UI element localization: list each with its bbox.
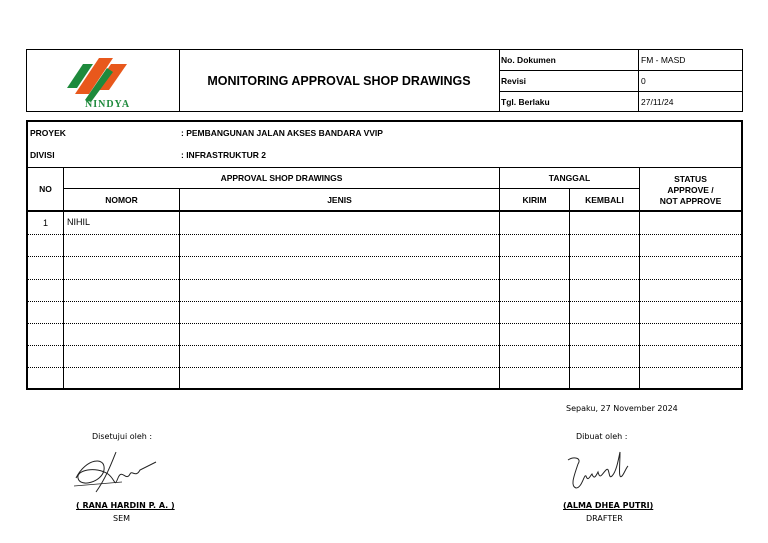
col-kembali-header: KEMBALI: [585, 194, 624, 205]
maker-signature-icon: [560, 446, 640, 496]
maker-role: DRAFTER: [586, 514, 623, 523]
table-row: [28, 323, 741, 324]
row-1-nomor: NIHIL: [67, 217, 91, 227]
document-header: [26, 49, 743, 112]
status-line-1: STATUS: [674, 173, 707, 184]
table-row: [28, 256, 741, 257]
table-row: [28, 234, 741, 235]
table-row: [28, 345, 741, 346]
status-line-2: APPROVE /: [667, 184, 714, 195]
approval-table: [26, 120, 743, 390]
made-by-label: Dibuat oleh :: [576, 432, 628, 441]
divisi-value: : INFRASTRUKTUR 2: [181, 150, 266, 160]
approver-name: ( RANA HARDIN P. A. ): [76, 501, 175, 510]
place-date: Sepaku, 27 November 2024: [566, 404, 678, 413]
approver-role: SEM: [113, 514, 131, 523]
status-line-3: NOT APPROVE: [659, 195, 722, 206]
effective-date-value: 27/11/24: [641, 96, 674, 107]
approver-signature-icon: [66, 448, 161, 498]
proyek-label: PROYEK: [30, 128, 66, 138]
col-status-header: [640, 170, 741, 210]
revision-label: Revisi: [501, 76, 527, 86]
doc-number-label: No. Dokumen: [501, 55, 556, 65]
maker-name: (ALMA DHEA PUTRI): [563, 501, 654, 510]
col-group-header: APPROVAL SHOP DRAWINGS: [220, 173, 343, 183]
table-row: [28, 367, 741, 368]
company-name: NINDYA: [85, 99, 131, 110]
revision-value: 0: [641, 76, 646, 86]
company-logo: [27, 50, 180, 111]
col-nomor-header: NOMOR: [105, 194, 138, 205]
approved-by-label: Disetujui oleh :: [92, 432, 153, 441]
table-row: [28, 279, 741, 280]
col-tanggal-header: TANGGAL: [548, 173, 591, 183]
col-no-header: NO: [39, 184, 52, 194]
row-1-no: 1: [42, 218, 48, 228]
doc-number-value: FM - MASD: [641, 55, 686, 65]
table-row: [28, 301, 741, 302]
col-jenis-header: JENIS: [327, 194, 352, 205]
proyek-value: : PEMBANGUNAN JALAN AKSES BANDARA VVIP: [181, 128, 383, 138]
divisi-label: DIVISI: [30, 150, 55, 160]
col-kirim-header: KIRIM: [522, 194, 547, 205]
effective-date-label: Tgl. Berlaku: [501, 96, 550, 107]
page-title: MONITORING APPROVAL SHOP DRAWINGS: [179, 50, 500, 111]
